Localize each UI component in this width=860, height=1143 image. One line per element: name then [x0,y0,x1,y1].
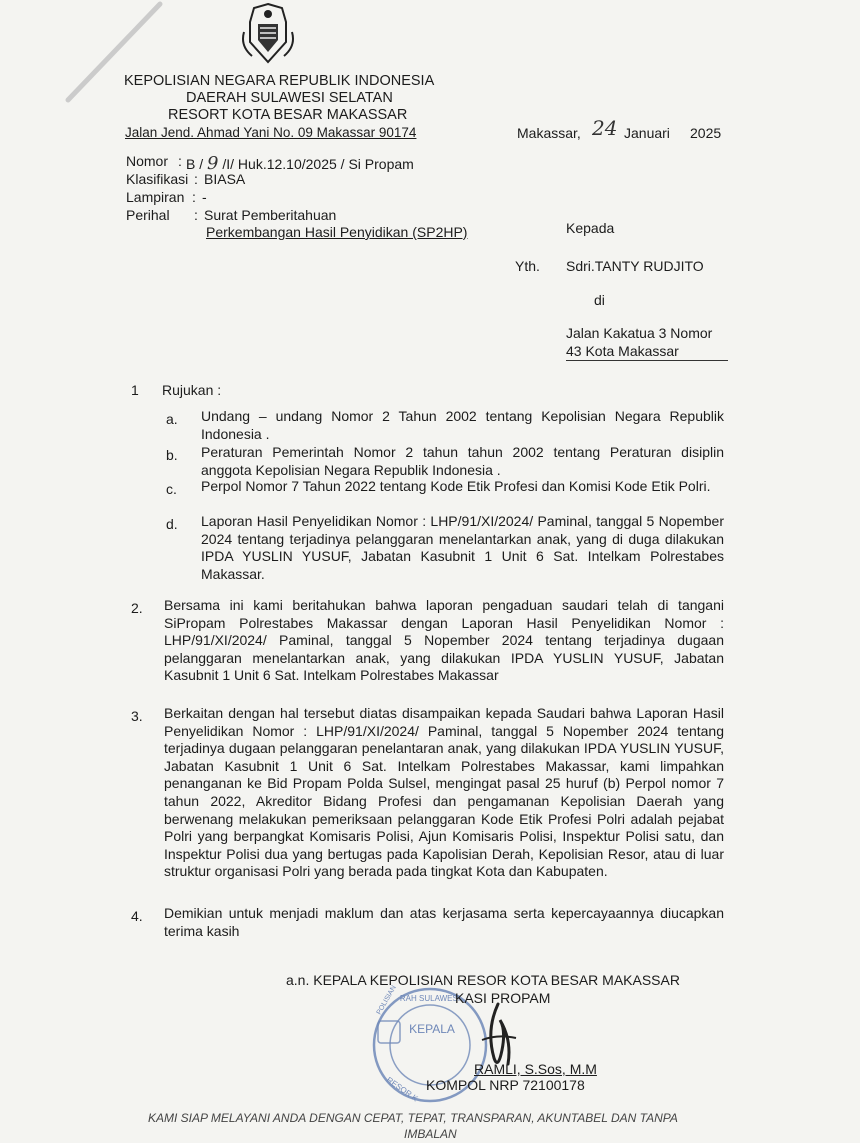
p2-text: Bersama ini kami beritahukan bahwa laporan pengaduan saudari telah di tangani SiPropam Polrestabes Makassar dengan Laporan Hasil Penyelidikan Nomor : LHP/91/XI/2024/ Paminal, tanggal 5 Nopember 2024 tentang terjadinya dugaan pelanggaran menelantarkan anak, yang dilakukan IPDA YUSLIN YUSUF, Jabatan Kasubnit 1 Unit 6 Sat. Intelkam Polrestabes Makassar [164,597,724,684]
letterhead-line3: RESORT KOTA BESAR MAKASSAR [168,107,408,123]
footer-line2: IMBALAN [404,1127,457,1141]
signature-title: KASI PROPAM [455,990,551,1006]
nomor-sep: : [178,153,182,169]
scan-artifact [60,0,170,110]
p1-title: Rujukan : [162,382,222,398]
recipient-address-line1: Jalan Kakatua 3 Nomor [566,325,713,341]
stamp-top-text: RAH SULAWESI [399,994,461,1003]
ref-a-text: Undang – undang Nomor 2 Tahun 2002 tentang Kepolisian Negara Republik Indonesia . [201,408,724,442]
recipient-address-line2: 43 Kota Makassar [566,342,728,361]
klasifikasi-sep: : [194,171,198,187]
ref-d-text: Laporan Hasil Penyelidikan Nomor : LHP/91/XI/2024/ Paminal, tanggal 5 Nopember 2024 tentang terjadinya pelanggaran menelantarkan anak, yang di duga dilakukan IPDA YUSLIN YUSUF, Jabatan Kasubnit 1 Unit 6 Sat. Intelkam Polrestabes Makassar. [201,513,724,582]
ref-b-letter: b. [166,447,178,463]
ref-c-text: Perpol Nomor 7 Tahun 2022 tentang Kode Etik Profesi dan Komisi Kode Etik Polri. [201,478,711,494]
stamp-bottom-text: RESOR K [384,1075,420,1104]
ref-a-letter: a. [166,411,178,427]
police-emblem-icon [238,2,298,64]
p1-number: 1 [131,382,139,398]
footer-motto [148,1110,678,1142]
recipient-di: di [594,292,605,308]
p3-number: 3. [131,708,143,724]
lampiran-label: Lampiran [126,189,185,205]
letterhead-line2: DAERAH SULAWESI SELATAN [186,90,393,106]
nomor-suffix: /I/ Huk.12.10/2025 / Si Propam [222,156,414,172]
date-year: 2025 [690,125,722,141]
ref-d-letter: d. [166,516,178,532]
lampiran-sep: : [192,189,196,205]
recipient-kepada: Kepada [566,220,615,236]
nomor-prefix: B / [186,156,204,172]
recipient-yth: Yth. [515,258,540,274]
p3-text: Berkaitan dengan hal tersebut diatas disampaikan kepada Saudari bahwa Laporan Hasil Penyelidikan Nomor : LHP/91/XI/2024/ Paminal, tanggal 5 Nopember 2024 tentang terjadinya dugaan pelanggaran penelantaran anak, yang dilakukan IPDA YUSLIN YUSUF, Jabatan Kasubnit 1 Unit 6 Sat. Intelkam Polrestabes Makassar, kami limpahkan penanganan ke Bid Propam Polda Sulsel, mengingat pasal 25 huruf (b) Perpol nomor 7 tahun 2022, Akreditor Bidang Profesi dan pengamanan Kepolisian Daerah yang berwenang melakukan pemeriksaan pelanggaran Kode Etik Profesi Polri adalah pejabat Polri yang berpangkat Komisaris Polisi, Ajun Komisaris Polisi, Inspektur Polisi satu, dan Inspektur Polisi dua yang bertugas pada Kapolisian Derah, Kepolisian Resor, atau di luar struktur organisasi Polri yang berada pada tingkat Kota dan Kabupaten. [164,705,724,880]
klasifikasi-value: BIASA [204,171,246,187]
letterhead-address: Jalan Jend. Ahmad Yani No. 09 Makassar 90174 [125,125,417,140]
p4-text: Demikian untuk menjadi maklum dan atas kerjasama serta kepercayaannya diucapkan terima kasih [164,905,724,939]
date-city: Makassar, [517,125,581,141]
signatory-rank: KOMPOL NRP 72100178 [426,1077,585,1093]
footer-line1: KAMI SIAP MELAYANI ANDA DENGAN CEPAT, TEPAT, TRANSPARAN, AKUNTABEL DAN TANPA [148,1111,678,1125]
signatory-name: RAMLI, S.Sos, M.M [474,1061,597,1077]
perihal-sep: : [194,207,198,223]
p4-number: 4. [131,908,143,924]
perihal-line1: Surat Pemberitahuan [204,207,337,223]
perihal-label: Perihal [126,207,170,223]
klasifikasi-label: Klasifikasi [126,171,189,187]
date-day-handwritten: 24 [592,116,618,140]
nomor-handwritten: 9 [207,153,219,174]
stamp-mid-text: KEPALA [409,1022,455,1036]
stamp-left-text: POLISIAN [375,985,398,1016]
letterhead-line1: KEPOLISIAN NEGARA REPUBLIK INDONESIA [124,73,435,89]
p2-number: 2. [131,600,143,616]
date-month: Januari [624,125,670,141]
recipient-name: Sdri.TANTY RUDJITO [566,258,704,274]
perihal-line2: Perkembangan Hasil Penyidikan (SP2HP) [206,224,468,240]
ref-b-text: Peraturan Pemerintah Nomor 2 tahun tahun 2002 tentang Peraturan disiplin anggota Kepolisian Negara Republik Indonesia . [201,444,724,478]
lampiran-value: - [202,189,207,205]
signature-an-line: a.n. KEPALA KEPOLISIAN RESOR KOTA BESAR MAKASSAR [286,972,680,988]
nomor-label: Nomor [126,153,169,169]
ref-c-letter: c. [166,481,177,497]
